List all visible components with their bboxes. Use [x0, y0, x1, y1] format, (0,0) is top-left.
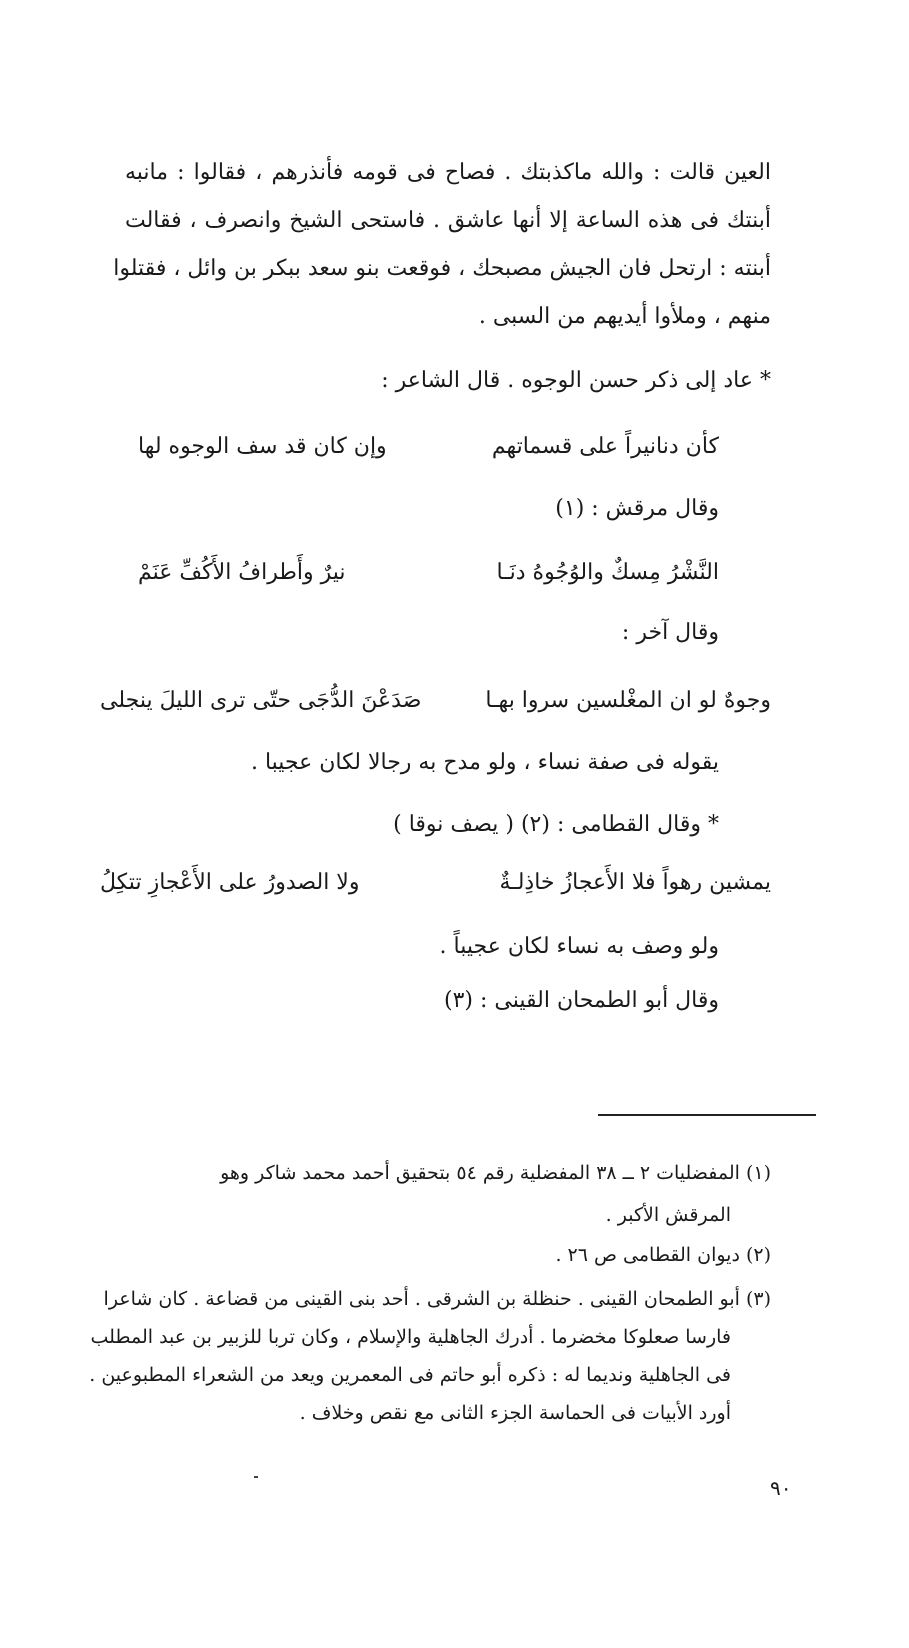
footnote-3 — [104, 1290, 771, 1309]
prose-line: أبنتك فى هذه الساعة إلا أنها عاشق . فاستحى الشيخ وانصرف ، فقالت — [125, 208, 771, 233]
footnote-text: المرقش الأكبر . — [605, 1204, 731, 1226]
footnote-divider — [598, 1114, 816, 1116]
prose-line: أبنته : ارتحل فان الجيش مصبحك ، فوقعت بنو سعد ببكر بن وائل ، فقتلوا — [113, 256, 771, 281]
prose-line: منهم ، وملأوا أيديهم من السبى . — [478, 304, 771, 329]
commentary: ولو وصف به نساء لكان عجيباً . — [439, 934, 719, 959]
poet-intro: * وقال القطامى : (٢) ( يصف نوقا ) — [393, 812, 719, 837]
print-speck — [254, 1476, 258, 1478]
verse-left-hemistich: ولا الصدورُ على الأَعْجازِ تتكِلُ — [100, 870, 360, 895]
footnote-text: ديوان القطامى ص ٢٦ . — [555, 1244, 740, 1266]
section-intro: * عاد إلى ذكر حسن الوجوه . قال الشاعر : — [381, 368, 771, 393]
footnote-text: فى الجاهلية ونديما له : ذكره أبو حاتم فى المعمرين ويعد من الشعراء المطبوعين . — [89, 1364, 731, 1386]
footnote-text: المفضليات ٢ ــ ٣٨ المفضلية رقم ٥٤ بتحقيق أحمد محمد شاكر وهو — [220, 1162, 740, 1184]
verse-left-hemistich: وإن كان قد سف الوجوه لها — [138, 434, 387, 459]
verse-right-hemistich: يمشين رهواً فلا الأَعجازُ خاذِلـةٌ — [499, 870, 771, 895]
footnote-1 — [220, 1164, 771, 1183]
footnote-marker: (٢) — [745, 1244, 771, 1266]
page-number: ٩٠ — [770, 1476, 792, 1500]
verse-left-hemistich: نيرٌ وأَطرافُ الأَكُفِّ عَنَمْ — [138, 560, 346, 585]
prose-line: العين قالت : والله ماكذبتك . فصاح فى قومه فأنذرهم ، فقالوا : مانبه — [125, 160, 771, 185]
footnote-2 — [555, 1246, 771, 1265]
footnote-text: فارسا صعلوكا مخضرما . أدرك الجاهلية والإسلام ، وكان تربا للزبير بن عبد المطلب — [90, 1326, 731, 1348]
commentary: يقوله فى صفة نساء ، ولو مدح به رجالا لكان عجيبا . — [250, 750, 719, 775]
verse-left-hemistich: صَدَعْنَ الدُّجَى حتّى ترى الليلَ ينجلى — [100, 688, 422, 713]
verse-right-hemistich: وجوهٌ لو ان المغْلسين سروا بهـا — [485, 688, 771, 713]
verse-right-hemistich: كأن دنانيراً على قسماتهم — [491, 434, 719, 459]
footnote-marker: (١) — [745, 1162, 771, 1184]
footnote-marker: (٣) — [745, 1288, 771, 1310]
poet-intro: وقال مرقش : (١) — [555, 496, 719, 521]
poet-intro: وقال آخر : — [621, 620, 719, 645]
footnote-text: أورد الأبيات فى الحماسة الجزء الثانى مع نقص وخلاف . — [299, 1402, 731, 1424]
verse-right-hemistich: النَّشْرُ مِسكٌ والوُجُوهُ دنَـا — [496, 560, 719, 585]
footnote-text: أبو الطمحان القينى . حنظلة بن الشرقى . أحد بنى القينى من قضاعة . كان شاعرا — [103, 1288, 740, 1310]
poet-intro: وقال أبو الطمحان القينى : (٣) — [443, 988, 719, 1013]
